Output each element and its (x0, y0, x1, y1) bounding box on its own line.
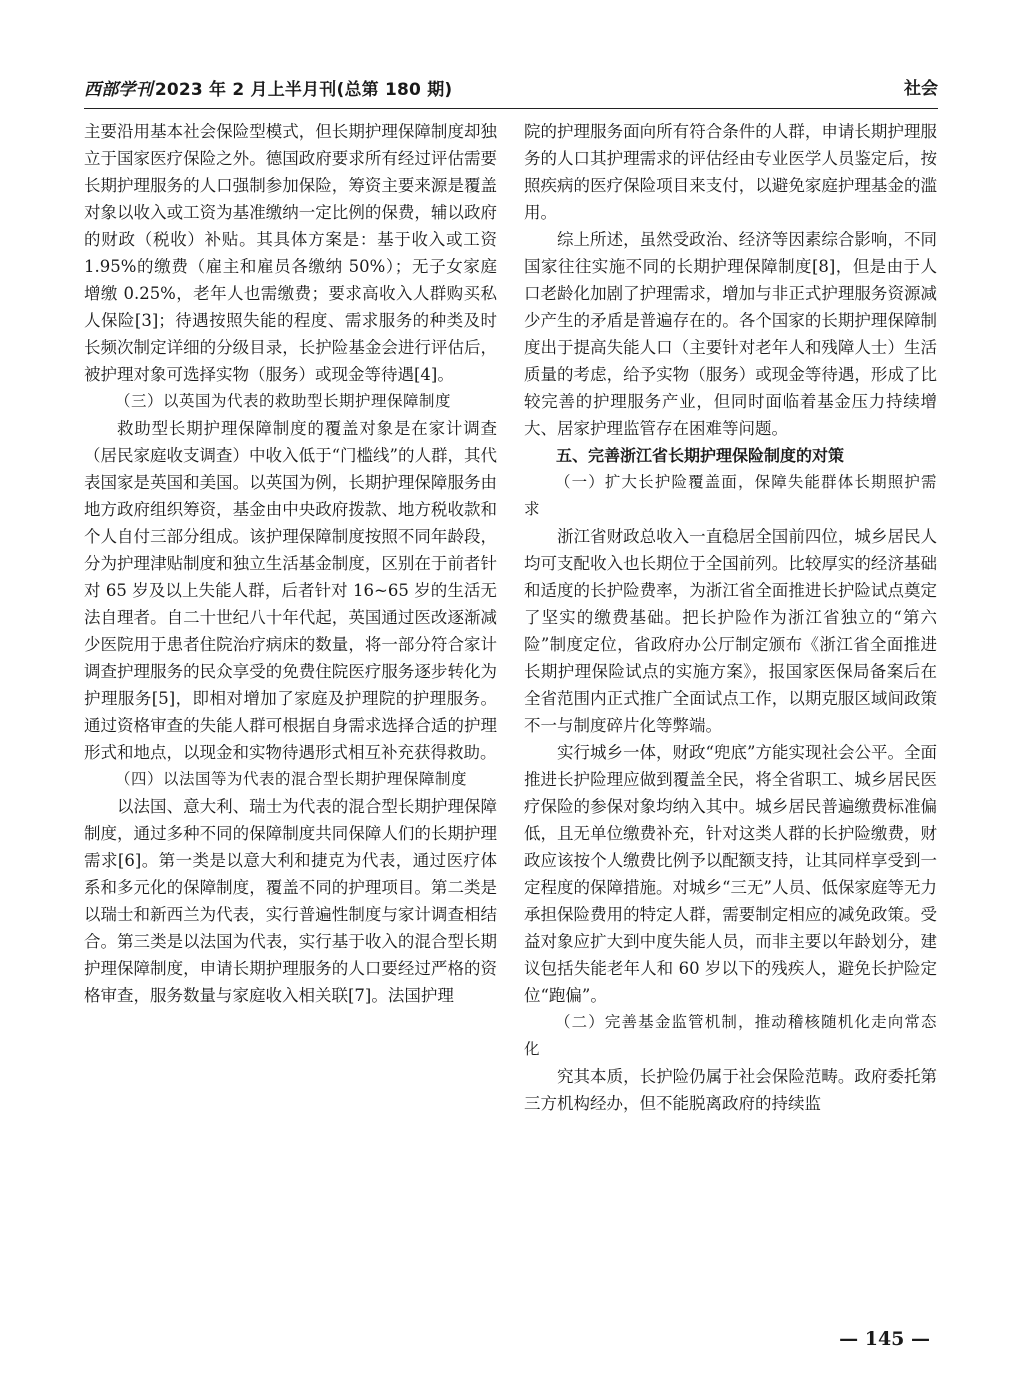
subsection-heading: （二）完善基金监管机制，推动稽核随机化走向常态化 (524, 1013, 937, 1058)
subsection-heading: （一）扩大长护险覆盖面，保障失能群体长期照护需求 (524, 473, 937, 518)
paragraph: 浙江省财政总收入一直稳居全国前四位，城乡居民人均可支配收入也长期位于全国前列。比较厚实的经济基础和适度的长护险费率，为浙江省全面推进长护险试点奠定了坚实的缴费基础。把长护险作为浙江省独立的“第六险”制度定位，省政府办公厅制定颁布《浙江省全面推进长期护理保险试点的实施方案》，报国家医保局备案后在全省范围内正式推广全面试点工作，以期克服区域间政策不一与制度碎片化等弊端。 (524, 527, 937, 735)
paragraph: 以法国、意大利、瑞士为代表的混合型长期护理保障制度，通过多种不同的保障制度共同保障人们的长期护理需求[6]。第一类是以意大利和捷克为代表，通过医疗体系和多元化的保障制度，覆盖不同的护理项目。第二类是以瑞士和新西兰为代表，实行普遍性制度与家计调查相结合。第三类是以法国为代表，实行基于收入的混合型长期护理保障制度，申请长期护理服务的人口要经过严格的资格审查，服务数量与家庭收入相关联[7]。法国护理 (84, 797, 497, 1005)
subsection-heading: （三）以英国为代表的救助型长期护理保障制度 (115, 392, 452, 410)
section-label: 社会 (904, 79, 938, 99)
journal-issue (84, 75, 452, 100)
section-heading: 五、完善浙江省长期护理保险制度的对策 (556, 446, 845, 465)
paragraph: 究其本质，长护险仍属于社会保险范畴。政府委托第三方机构经办，但不能脱离政府的持续监 (524, 1067, 937, 1113)
paragraph: 院的护理服务面向所有符合条件的人群，申请长期护理服务的人口其护理需求的评估经由专业医学人员鉴定后，按照疾病的医疗保险项目来支付，以避免家庭护理基金的滥用。 (524, 122, 937, 222)
paragraph: 实行城乡一体，财政“兜底”方能实现社会公平。全面推进长护险理应做到覆盖全民，将全省职工、城乡居民医疗保险的参保对象均纳入其中。城乡居民普遍缴费标准偏低，且无单位缴费补充，针对这类人群的长护险缴费，财政应该按个人缴费比例予以配额支持，让其同样享受到一定程度的保障措施。对城乡“三无”人员、低保家庭等无力承担保险费用的特定人群，需要制定相应的减免政策。受益对象应扩大到中度失能人员，而非主要以年龄划分，建议包括失能老年人和 60 岁以下的残疾人，避免长护险定位“跑偏”。 (524, 743, 937, 1005)
paragraph: 主要沿用基本社会保险型模式，但长期护理保障制度却独立于国家医疗保险之外。德国政府要求所有经过评估需要长期护理服务的人口强制参加保险，筹资主要来源是覆盖对象以收入或工资为基准缴纳一定比例的保费，辅以政府的财政（税收）补贴。其具体方案是：基于收入或工资 1.95%的缴费（雇主和雇员各缴纳 50%）；无子女家庭增缴 0.25%，老年人也需缴费；要求高收入人群购买私人保险[3]；待遇按照失能的程度、需求服务的种类及时长频次制定详细的分级目录，长护险基金会进行评估后，被护理对象可选择实物（服务）或现金等待遇[4]。 (84, 122, 497, 384)
right-column (524, 118, 937, 1338)
issue-text: 2023 年 2 月上半月刊(总第 180 期) (154, 80, 453, 100)
paragraph: 综上所述，虽然受政治、经济等因素综合影响，不同国家往往实施不同的长期护理保障制度[8]，但是由于人口老龄化加剧了护理需求，增加与非正式护理服务资源减少产生的矛盾是普遍存在的。各个国家的长期护理保障制度出于提高失能人口（主要针对老年人和残障人士）生活质量的考虑，给予实物（服务）或现金等待遇，形成了比较完善的护理服务产业，但同时面临着基金压力持续增大、居家护理监管存在困难等问题。 (524, 230, 937, 438)
running-header (84, 68, 938, 109)
journal-logo: 西部学刊 (84, 80, 153, 100)
subsection-heading: （四）以法国等为代表的混合型长期护理保障制度 (115, 770, 468, 788)
paragraph: 救助型长期护理保障制度的覆盖对象是在家计调查（居民家庭收支调查）中收入低于“门槛线”的人群，其代表国家是英国和美国。以英国为例，长期护理保障服务由地方政府组织筹资，基金由中央政府拨款、地方税收款和个人自付三部分组成。该护理保障制度按照不同年龄段，分为护理津贴制度和独立生活基金制度，区别在于前者针对 65 岁及以上失能人群，后者针对 16~65 岁的生活无法自理者。自二十世纪八十年代起，英国通过医改逐渐减少医院用于患者住院治疗病床的数量，将一部分符合家计调查护理服务的民众享受的免费住院医疗服务逐步转化为护理服务[5]，即相对增加了家庭及护理院的护理服务。通过资格审查的失能人群可根据自身需求选择合适的护理形式和地点，以现金和实物待遇形式相互补充获得救助。 (84, 419, 497, 762)
page-number: — 145 — (839, 1328, 930, 1350)
left-column (84, 118, 497, 1338)
